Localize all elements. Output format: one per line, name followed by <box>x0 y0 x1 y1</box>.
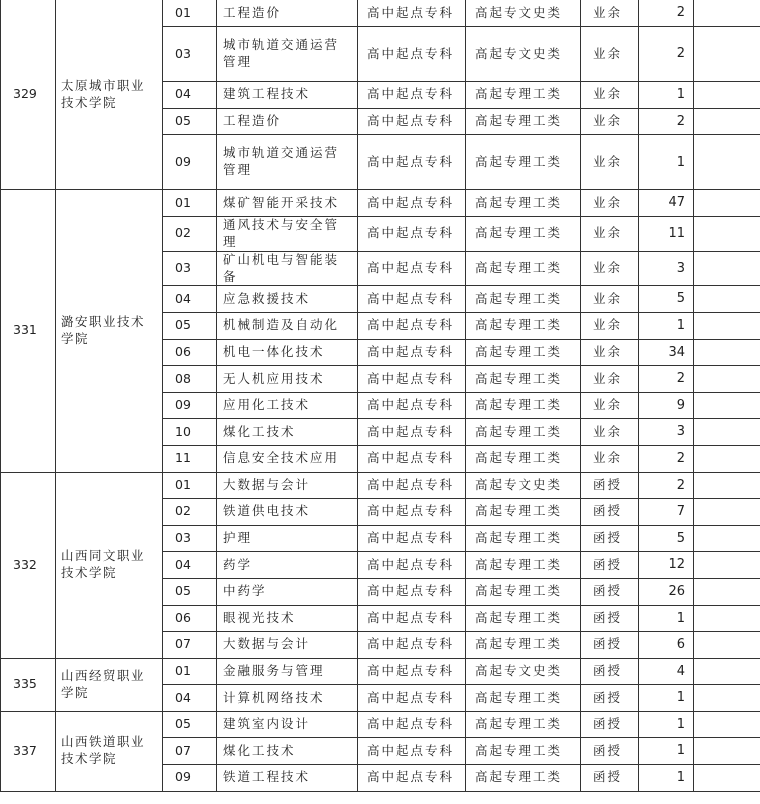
category-cell: 高起专理工类 <box>466 578 581 605</box>
category-cell: 高起专理工类 <box>466 190 581 217</box>
level-cell: 高中起点专科 <box>358 445 466 472</box>
plan-count-cell: 1 <box>639 765 694 792</box>
level-cell: 高中起点专科 <box>358 135 466 190</box>
major-name-cell: 建筑室内设计 <box>217 711 358 738</box>
major-name-cell: 应用化工技术 <box>217 392 358 419</box>
major-code-cell: 04 <box>163 82 217 109</box>
empty-cell <box>694 525 760 552</box>
major-code-cell: 05 <box>163 312 217 339</box>
level-cell: 高中起点专科 <box>358 658 466 685</box>
plan-count-cell: 11 <box>639 216 694 251</box>
level-cell: 高中起点专科 <box>358 190 466 217</box>
study-mode-cell: 业余 <box>581 312 639 339</box>
plan-count-cell: 47 <box>639 190 694 217</box>
study-mode-cell: 函授 <box>581 711 639 738</box>
plan-count-cell: 26 <box>639 578 694 605</box>
major-name-cell: 护理 <box>217 525 358 552</box>
empty-cell <box>694 339 760 366</box>
category-cell: 高起专理工类 <box>466 251 581 286</box>
study-mode-cell: 业余 <box>581 339 639 366</box>
major-code-cell: 08 <box>163 366 217 393</box>
empty-cell <box>694 711 760 738</box>
major-name-cell: 信息安全技术应用 <box>217 445 358 472</box>
table-row <box>1 472 760 499</box>
major-name-cell: 中药学 <box>217 578 358 605</box>
empty-cell <box>694 190 760 217</box>
study-mode-cell: 函授 <box>581 685 639 712</box>
major-code-cell: 05 <box>163 578 217 605</box>
empty-cell <box>694 312 760 339</box>
major-code-cell: 06 <box>163 339 217 366</box>
plan-count-cell: 2 <box>639 366 694 393</box>
level-cell: 高中起点专科 <box>358 525 466 552</box>
empty-cell <box>694 765 760 792</box>
study-mode-cell: 业余 <box>581 445 639 472</box>
category-cell: 高起专理工类 <box>466 82 581 109</box>
major-code-cell: 02 <box>163 499 217 526</box>
empty-cell <box>694 135 760 190</box>
major-name-cell: 眼视光技术 <box>217 605 358 632</box>
plan-count-cell: 7 <box>639 499 694 526</box>
plan-count-cell: 12 <box>639 552 694 579</box>
plan-count-cell: 1 <box>639 685 694 712</box>
level-cell: 高中起点专科 <box>358 765 466 792</box>
empty-cell <box>694 658 760 685</box>
school-code-cell: 331 <box>1 190 56 472</box>
table-row <box>1 190 760 217</box>
level-cell: 高中起点专科 <box>358 605 466 632</box>
level-cell: 高中起点专科 <box>358 632 466 659</box>
school-name-cell: 山西铁道职业技术学院 <box>56 711 163 791</box>
major-name-cell: 铁道供电技术 <box>217 499 358 526</box>
major-name-cell: 大数据与会计 <box>217 632 358 659</box>
category-cell: 高起专理工类 <box>466 339 581 366</box>
empty-cell <box>694 685 760 712</box>
level-cell: 高中起点专科 <box>358 251 466 286</box>
category-cell: 高起专理工类 <box>466 552 581 579</box>
major-name-cell: 药学 <box>217 552 358 579</box>
empty-cell <box>694 27 760 82</box>
level-cell: 高中起点专科 <box>358 685 466 712</box>
major-code-cell: 11 <box>163 445 217 472</box>
empty-cell <box>694 632 760 659</box>
major-code-cell: 03 <box>163 525 217 552</box>
level-cell: 高中起点专科 <box>358 108 466 135</box>
empty-cell <box>694 392 760 419</box>
empty-cell <box>694 108 760 135</box>
major-code-cell: 05 <box>163 711 217 738</box>
study-mode-cell: 业余 <box>581 392 639 419</box>
major-name-cell: 煤矿智能开采技术 <box>217 190 358 217</box>
level-cell: 高中起点专科 <box>358 552 466 579</box>
study-mode-cell: 函授 <box>581 472 639 499</box>
major-code-cell: 01 <box>163 658 217 685</box>
major-code-cell: 03 <box>163 27 217 82</box>
category-cell: 高起专理工类 <box>466 445 581 472</box>
empty-cell <box>694 605 760 632</box>
school-code-cell: 332 <box>1 472 56 658</box>
plan-count-cell: 1 <box>639 135 694 190</box>
category-cell: 高起专理工类 <box>466 605 581 632</box>
empty-cell <box>694 499 760 526</box>
major-name-cell: 计算机网络技术 <box>217 685 358 712</box>
category-cell: 高起专文史类 <box>466 27 581 82</box>
plan-count-cell: 3 <box>639 251 694 286</box>
plan-count-cell: 6 <box>639 632 694 659</box>
empty-cell <box>694 445 760 472</box>
plan-count-cell: 3 <box>639 419 694 446</box>
study-mode-cell: 业余 <box>581 135 639 190</box>
major-name-cell: 大数据与会计 <box>217 472 358 499</box>
level-cell: 高中起点专科 <box>358 0 466 27</box>
category-cell: 高起专理工类 <box>466 738 581 765</box>
level-cell: 高中起点专科 <box>358 472 466 499</box>
school-code-cell: 335 <box>1 658 56 711</box>
study-mode-cell: 函授 <box>581 525 639 552</box>
major-name-cell: 煤化工技术 <box>217 419 358 446</box>
plan-count-cell: 1 <box>639 711 694 738</box>
table-body <box>1 0 760 791</box>
major-name-cell: 建筑工程技术 <box>217 82 358 109</box>
major-code-cell: 01 <box>163 190 217 217</box>
empty-cell <box>694 552 760 579</box>
major-code-cell: 09 <box>163 765 217 792</box>
study-mode-cell: 业余 <box>581 108 639 135</box>
category-cell: 高起专理工类 <box>466 685 581 712</box>
table-row <box>1 0 760 27</box>
study-mode-cell: 业余 <box>581 0 639 27</box>
major-code-cell: 07 <box>163 738 217 765</box>
plan-count-cell: 2 <box>639 472 694 499</box>
category-cell: 高起专理工类 <box>466 216 581 251</box>
plan-count-cell: 1 <box>639 738 694 765</box>
category-cell: 高起专理工类 <box>466 286 581 313</box>
study-mode-cell: 函授 <box>581 605 639 632</box>
study-mode-cell: 函授 <box>581 738 639 765</box>
empty-cell <box>694 472 760 499</box>
plan-count-cell: 2 <box>639 445 694 472</box>
plan-count-cell: 5 <box>639 525 694 552</box>
plan-count-cell: 5 <box>639 286 694 313</box>
major-code-cell: 01 <box>163 0 217 27</box>
school-code-cell: 337 <box>1 711 56 791</box>
major-code-cell: 07 <box>163 632 217 659</box>
study-mode-cell: 业余 <box>581 419 639 446</box>
level-cell: 高中起点专科 <box>358 392 466 419</box>
category-cell: 高起专文史类 <box>466 0 581 27</box>
major-code-cell: 05 <box>163 108 217 135</box>
category-cell: 高起专理工类 <box>466 312 581 339</box>
plan-count-cell: 1 <box>639 312 694 339</box>
empty-cell <box>694 578 760 605</box>
plan-count-cell: 2 <box>639 108 694 135</box>
study-mode-cell: 业余 <box>581 216 639 251</box>
major-name-cell: 机械制造及自动化 <box>217 312 358 339</box>
school-name-cell: 山西同文职业技术学院 <box>56 472 163 658</box>
empty-cell <box>694 216 760 251</box>
category-cell: 高起专理工类 <box>466 711 581 738</box>
major-name-cell: 应急救援技术 <box>217 286 358 313</box>
plan-count-cell: 1 <box>639 605 694 632</box>
level-cell: 高中起点专科 <box>358 366 466 393</box>
major-name-cell: 矿山机电与智能装备 <box>217 251 358 286</box>
plan-count-cell: 34 <box>639 339 694 366</box>
major-name-cell: 城市轨道交通运营管理 <box>217 27 358 82</box>
category-cell: 高起专理工类 <box>466 108 581 135</box>
study-mode-cell: 业余 <box>581 27 639 82</box>
level-cell: 高中起点专科 <box>358 216 466 251</box>
level-cell: 高中起点专科 <box>358 419 466 446</box>
major-name-cell: 无人机应用技术 <box>217 366 358 393</box>
plan-count-cell: 4 <box>639 658 694 685</box>
category-cell: 高起专理工类 <box>466 135 581 190</box>
empty-cell <box>694 0 760 27</box>
major-name-cell: 机电一体化技术 <box>217 339 358 366</box>
major-code-cell: 04 <box>163 552 217 579</box>
category-cell: 高起专文史类 <box>466 658 581 685</box>
category-cell: 高起专理工类 <box>466 765 581 792</box>
major-code-cell: 09 <box>163 135 217 190</box>
study-mode-cell: 业余 <box>581 366 639 393</box>
major-code-cell: 01 <box>163 472 217 499</box>
major-code-cell: 03 <box>163 251 217 286</box>
table-row <box>1 658 760 685</box>
empty-cell <box>694 286 760 313</box>
major-name-cell: 城市轨道交通运营管理 <box>217 135 358 190</box>
school-name-cell: 山西经贸职业学院 <box>56 658 163 711</box>
level-cell: 高中起点专科 <box>358 27 466 82</box>
major-code-cell: 06 <box>163 605 217 632</box>
category-cell: 高起专文史类 <box>466 472 581 499</box>
level-cell: 高中起点专科 <box>358 339 466 366</box>
study-mode-cell: 函授 <box>581 578 639 605</box>
school-name-cell: 太原城市职业技术学院 <box>56 0 163 190</box>
major-code-cell: 10 <box>163 419 217 446</box>
plan-count-cell: 2 <box>639 0 694 27</box>
level-cell: 高中起点专科 <box>358 578 466 605</box>
study-mode-cell: 业余 <box>581 190 639 217</box>
level-cell: 高中起点专科 <box>358 711 466 738</box>
study-mode-cell: 函授 <box>581 632 639 659</box>
major-code-cell: 04 <box>163 286 217 313</box>
major-name-cell: 工程造价 <box>217 0 358 27</box>
level-cell: 高中起点专科 <box>358 312 466 339</box>
major-name-cell: 煤化工技术 <box>217 738 358 765</box>
school-name-cell: 潞安职业技术学院 <box>56 190 163 472</box>
major-name-cell: 铁道工程技术 <box>217 765 358 792</box>
study-mode-cell: 业余 <box>581 82 639 109</box>
major-name-cell: 金融服务与管理 <box>217 658 358 685</box>
empty-cell <box>694 251 760 286</box>
level-cell: 高中起点专科 <box>358 738 466 765</box>
empty-cell <box>694 419 760 446</box>
major-code-cell: 02 <box>163 216 217 251</box>
plan-count-cell: 2 <box>639 27 694 82</box>
study-mode-cell: 函授 <box>581 658 639 685</box>
level-cell: 高中起点专科 <box>358 82 466 109</box>
table-row <box>1 711 760 738</box>
study-mode-cell: 业余 <box>581 286 639 313</box>
empty-cell <box>694 366 760 393</box>
plan-count-cell: 9 <box>639 392 694 419</box>
plan-count-cell: 1 <box>639 82 694 109</box>
major-code-cell: 04 <box>163 685 217 712</box>
major-name-cell: 工程造价 <box>217 108 358 135</box>
study-mode-cell: 函授 <box>581 765 639 792</box>
category-cell: 高起专理工类 <box>466 366 581 393</box>
major-name-cell: 通风技术与安全管理 <box>217 216 358 251</box>
school-code-cell: 329 <box>1 0 56 190</box>
category-cell: 高起专理工类 <box>466 499 581 526</box>
level-cell: 高中起点专科 <box>358 499 466 526</box>
level-cell: 高中起点专科 <box>358 286 466 313</box>
category-cell: 高起专理工类 <box>466 632 581 659</box>
study-mode-cell: 业余 <box>581 251 639 286</box>
empty-cell <box>694 738 760 765</box>
category-cell: 高起专理工类 <box>466 419 581 446</box>
study-mode-cell: 函授 <box>581 552 639 579</box>
empty-cell <box>694 82 760 109</box>
major-code-cell: 09 <box>163 392 217 419</box>
category-cell: 高起专理工类 <box>466 525 581 552</box>
study-mode-cell: 函授 <box>581 499 639 526</box>
category-cell: 高起专理工类 <box>466 392 581 419</box>
